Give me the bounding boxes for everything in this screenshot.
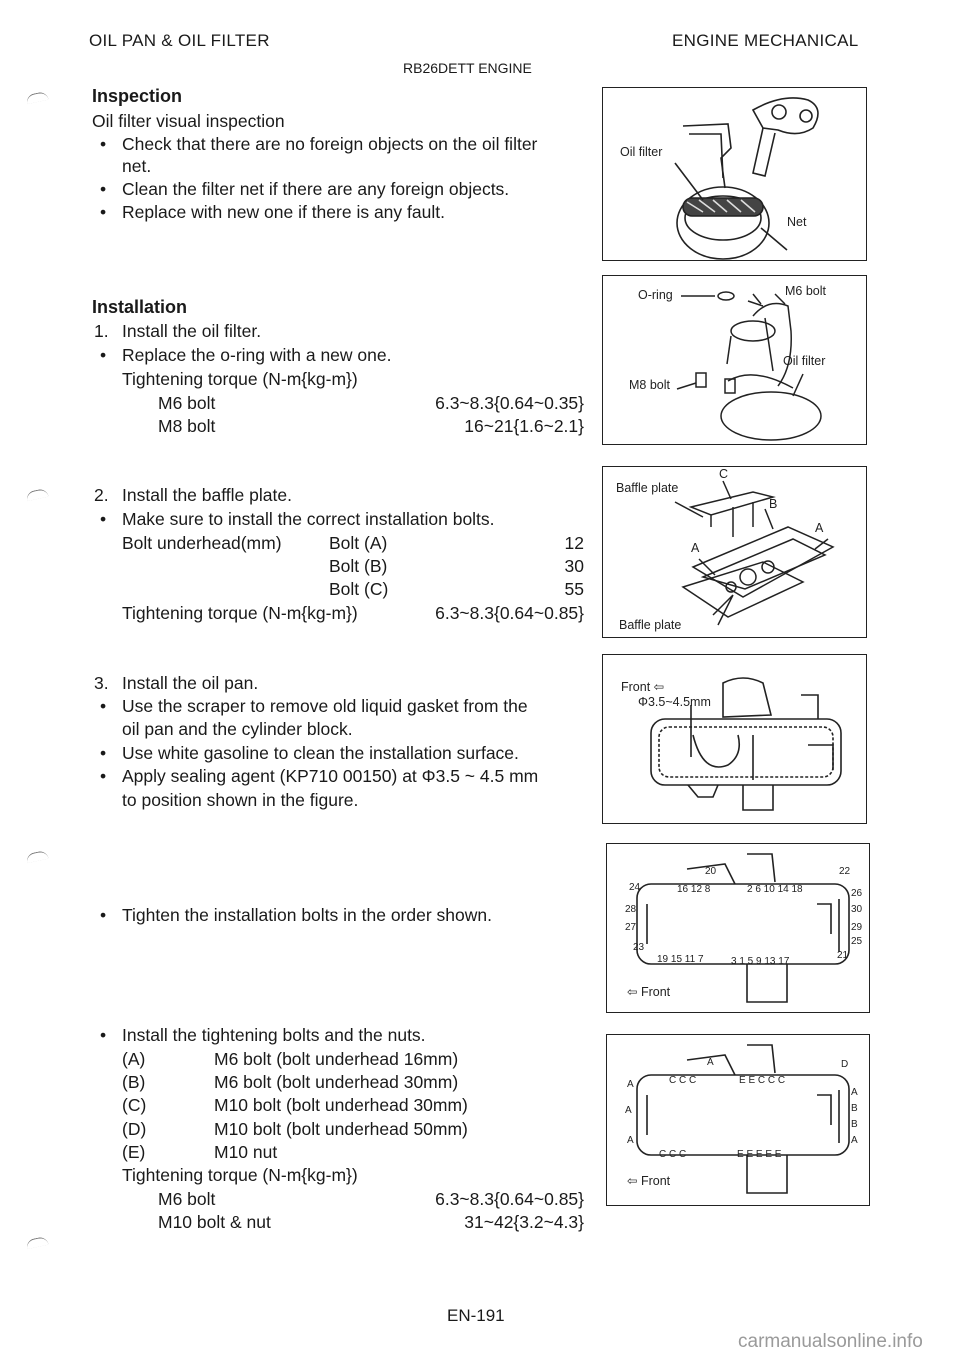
bolt-key: (D) (122, 1119, 147, 1139)
spec-value: 6.3~8.3{0.64~0.85} (435, 1189, 584, 1209)
spec-value: 55 (564, 579, 584, 599)
bolt-key: (C) (122, 1095, 147, 1115)
margin-mark (25, 1236, 48, 1249)
bolt-desc: M6 bolt (bolt underhead 30mm) (214, 1072, 459, 1092)
bolt-key: (E) (122, 1142, 146, 1162)
torque-label: Tightening torque (N-m{kg-m}) (122, 603, 358, 623)
step-bullet: • Apply sealing agent (KP710 00150) at Φ3.5 ~ 4.5 mm (100, 766, 539, 786)
bolt-letter: A (627, 1079, 634, 1090)
margin-mark (25, 850, 48, 863)
figure-oil-filter-bolts (602, 275, 867, 445)
order-number: 20 (705, 866, 717, 877)
label-m8-bolt: M8 bolt (629, 378, 670, 392)
label-bolt-a: A (691, 541, 700, 555)
bolt-row: C C C (659, 1149, 687, 1160)
figure-bolt-positions (606, 1034, 870, 1206)
spec-name: Bolt (A) (329, 533, 388, 553)
order-number: 30 (851, 904, 863, 915)
order-row: 3 1 5 9 13 17 (731, 956, 790, 967)
label-oil-filter: Oil filter (620, 145, 663, 159)
step-bullet-cont: oil pan and the cylinder block. (122, 719, 353, 739)
bolt-key: (A) (122, 1049, 146, 1069)
label-baffle-plate: Baffle plate (616, 481, 679, 495)
margin-mark (25, 488, 48, 501)
step-text: Install the oil filter. (122, 321, 262, 341)
figure-oil-filter (602, 87, 867, 261)
spec-name: M6 bolt (158, 393, 216, 413)
bolt-letter: A (625, 1105, 632, 1116)
spec-value: 12 (564, 533, 584, 553)
order-row: 16 12 8 (677, 884, 711, 895)
bolt-letter: A (707, 1057, 714, 1068)
label-bolt-b: B (769, 497, 778, 511)
spec-value: 6.3~8.3{0.64~0.35} (435, 393, 584, 413)
inspection-bullet: • Check that there are no foreign objects on the oil filter (100, 134, 538, 154)
bolt-desc: M6 bolt (bolt underhead 16mm) (214, 1049, 459, 1069)
step-number: 1. (94, 321, 109, 341)
bolt-row: E E C C C (739, 1075, 786, 1086)
watermark: carmanualsonline.info (738, 1331, 923, 1352)
front-arrow-icon: ⇦ (627, 1174, 638, 1188)
inspection-intro: Oil filter visual inspection (92, 111, 285, 131)
bolt-letter: A (851, 1087, 858, 1098)
spec-value: 31~42{3.2~4.3} (464, 1212, 584, 1232)
bolt-row: E E E E E (737, 1149, 782, 1160)
front-arrow-icon: ⇦ (627, 985, 638, 999)
torque-label: Tightening torque (N-m{kg-m}) (122, 369, 358, 389)
bolt-letter: B (851, 1103, 858, 1114)
bolts-bullet: • Install the tightening bolts and the nuts. (100, 1025, 426, 1045)
label-bead-diameter: Φ3.5~4.5mm (638, 695, 711, 709)
torque-label: Tightening torque (N-m{kg-m}) (122, 1165, 358, 1185)
label-front: Front ⇦ (621, 680, 665, 694)
order-row: 2 6 10 14 18 (747, 884, 803, 895)
order-number: 26 (851, 888, 863, 899)
label-oring: O-ring (638, 288, 673, 302)
bolt-letter: D (841, 1059, 849, 1070)
inspection-bullet: • Clean the filter net if there are any foreign objects. (100, 179, 510, 199)
step-number: 2. (94, 485, 109, 505)
order-number: 28 (625, 904, 637, 915)
label-bolt-c: C (719, 467, 729, 481)
label-front: ⇦ Front (627, 985, 671, 999)
label-baffle-plate: Baffle plate (619, 618, 682, 632)
bolt-desc: M10 bolt (bolt underhead 30mm) (214, 1095, 468, 1115)
bolt-key: (B) (122, 1072, 146, 1092)
spec-value: 30 (564, 556, 584, 576)
label-m6-bolt: M6 bolt (785, 284, 826, 298)
figure-baffle-plate (602, 466, 867, 638)
bolt-desc: M10 nut (214, 1142, 278, 1162)
spec-name: M8 bolt (158, 416, 216, 436)
chapter-title: ENGINE MECHANICAL (672, 31, 859, 50)
spec-value: 6.3~8.3{0.64~0.85} (435, 603, 584, 623)
inspection-heading: Inspection (92, 86, 183, 106)
page-number: EN-191 (447, 1306, 505, 1325)
underhead-label: Bolt underhead(mm) (122, 533, 282, 553)
bolt-row: C C C (669, 1075, 697, 1086)
spec-name: Bolt (C) (329, 579, 389, 599)
step-text: Install the oil pan. (122, 673, 259, 693)
order-number: 22 (839, 866, 851, 877)
order-number: 21 (837, 950, 849, 961)
order-number: 29 (851, 922, 863, 933)
step-bullet: • Make sure to install the correct installation bolts. (100, 509, 495, 529)
spec-name: M6 bolt (158, 1189, 216, 1209)
oil-filter-drawing (603, 88, 866, 260)
figure-tightening-order (606, 843, 870, 1013)
spec-value: 16~21{1.6~2.1} (464, 416, 584, 436)
bolt-letter: B (851, 1119, 858, 1130)
inspection-bullet-cont: net. (122, 156, 152, 176)
label-net: Net (787, 215, 807, 229)
step-bullet: • Use white gasoline to clean the installation surface. (100, 743, 519, 763)
spec-name: M10 bolt & nut (158, 1212, 271, 1232)
margin-mark (25, 91, 48, 104)
order-row: 19 15 11 7 (657, 954, 704, 965)
bolt-letter: A (627, 1135, 634, 1146)
spec-name: Bolt (B) (329, 556, 388, 576)
step-bullet: • Replace the o-ring with a new one. (100, 345, 392, 365)
step-bullet: • Use the scraper to remove old liquid gasket from the (100, 696, 528, 716)
front-arrow-icon: ⇦ (653, 680, 665, 694)
step-text: Install the baffle plate. (122, 485, 292, 505)
installation-heading: Installation (92, 297, 188, 317)
engine-subtitle: RB26DETT ENGINE (403, 60, 532, 76)
bolt-letter: A (851, 1135, 858, 1146)
figure-oil-pan-sealant (602, 654, 867, 824)
step-number: 3. (94, 673, 109, 693)
tighten-bullet: • Tighten the installation bolts in the order shown. (100, 905, 492, 925)
inspection-bullet: • Replace with new one if there is any fault. (100, 202, 445, 222)
step-bullet-cont: to position shown in the figure. (122, 790, 359, 810)
order-number: 25 (851, 936, 863, 947)
section-title: OIL PAN & OIL FILTER (89, 31, 270, 50)
order-number: 24 (629, 882, 641, 893)
label-bolt-a: A (815, 521, 824, 535)
order-number: 23 (633, 942, 645, 953)
bolt-desc: M10 bolt (bolt underhead 50mm) (214, 1119, 468, 1139)
label-oil-filter: Oil filter (783, 354, 826, 368)
label-front: ⇦ Front (627, 1174, 671, 1188)
order-number: 27 (625, 922, 637, 933)
